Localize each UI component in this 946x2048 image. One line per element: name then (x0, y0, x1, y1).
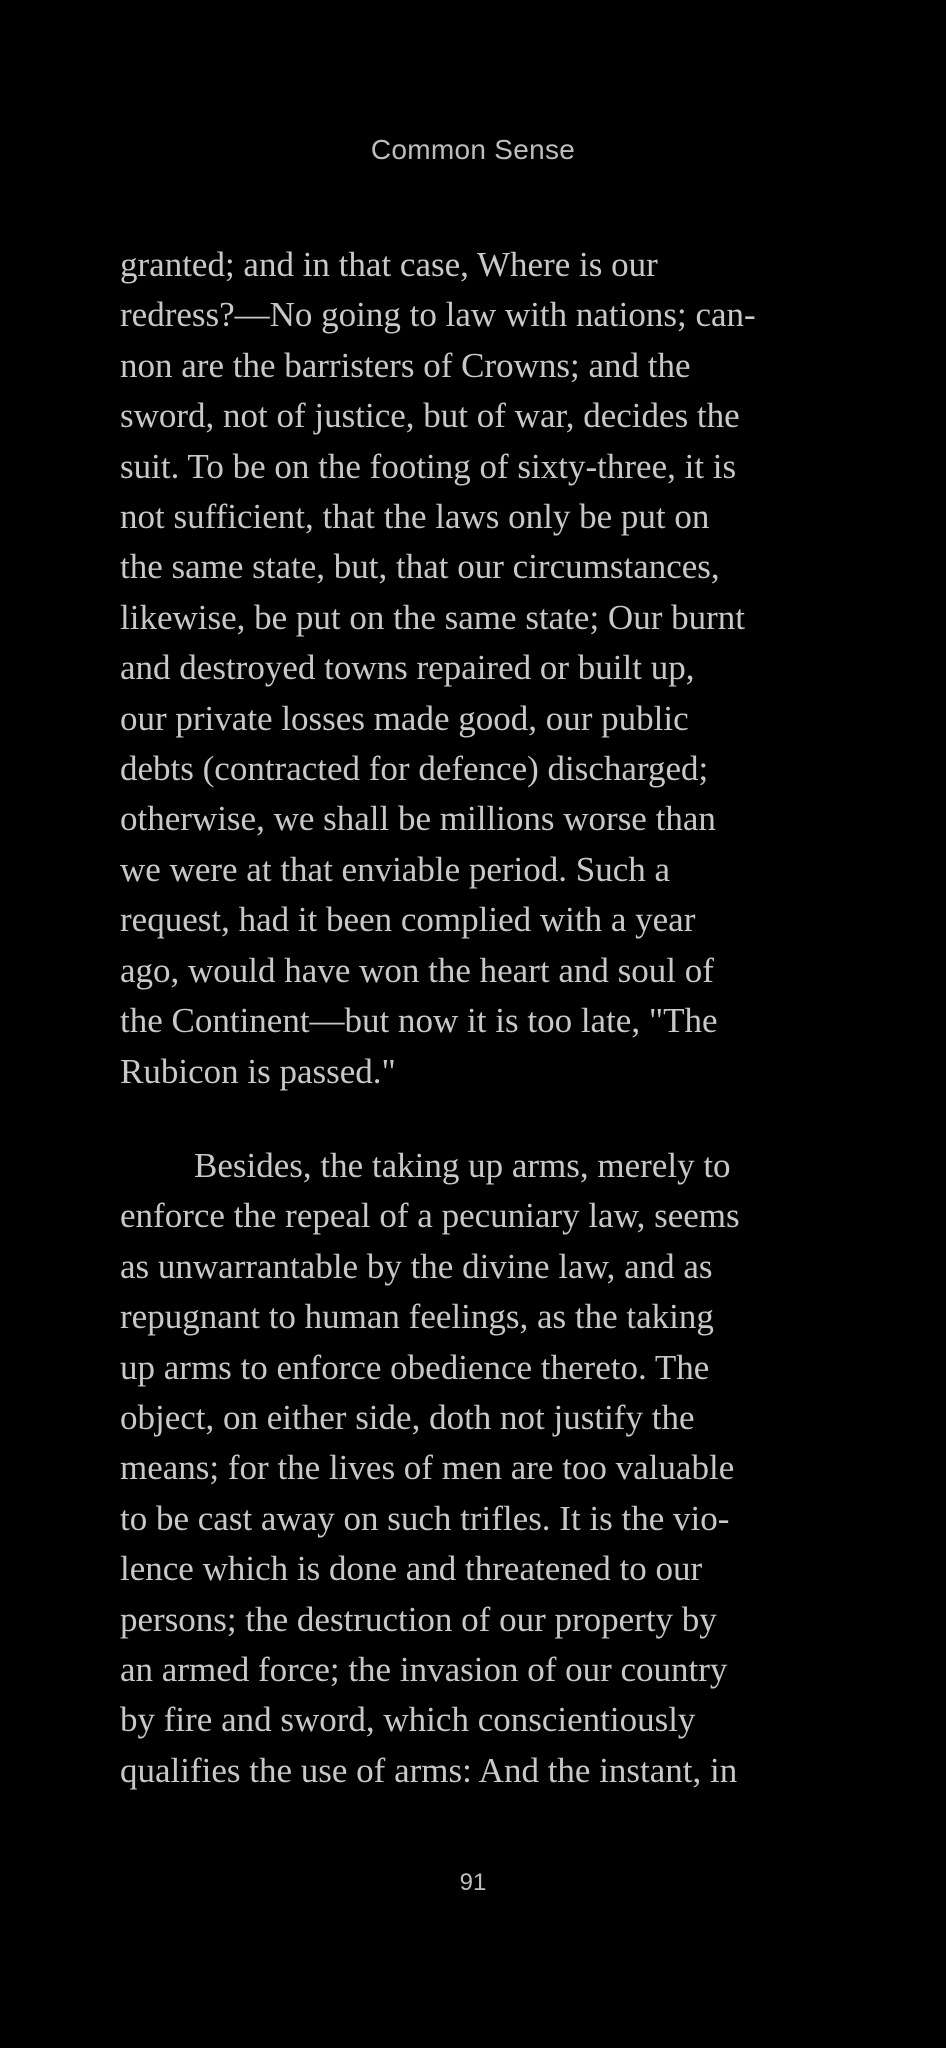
text-line: non are the barristers of Crowns; and the (120, 345, 691, 385)
text-line: to be cast away on such trifles. It is the vio- (120, 1498, 730, 1538)
page-text (120, 240, 860, 1796)
text-line: and destroyed towns repaired or built up, (120, 648, 695, 688)
text-line: means; for the lives of men are too valuable (120, 1448, 735, 1488)
text-line: by fire and sword, which conscientiously (120, 1700, 696, 1740)
paragraph-1 (120, 240, 860, 1097)
text-line: qualifies the use of arms: And the instant, in (120, 1750, 738, 1790)
text-line: as unwarrantable by the divine law, and as (120, 1246, 713, 1286)
text-line: not sufficient, that the laws only be put on (120, 497, 710, 537)
page-number: 91 (459, 1869, 487, 1896)
text-line: granted; and in that case, Where is our (120, 245, 658, 284)
book-title: Common Sense (370, 134, 576, 165)
text-line: sword, not of justice, but of war, decides the (120, 396, 740, 436)
text-line: persons; the destruction of our property by (120, 1599, 717, 1639)
text-line: request, had it been complied with a year (120, 900, 696, 940)
text-line: we were at that enviable period. Such a (120, 849, 671, 889)
text-line: debts (contracted for defence) discharged; (120, 749, 709, 789)
text-line: an armed force; the invasion of our country (120, 1649, 728, 1689)
text-line: Rubicon is passed." (120, 1051, 396, 1091)
paragraph-2 (120, 1141, 860, 1796)
text-line: up arms to enforce obedience thereto. The (120, 1347, 710, 1387)
text-line: Besides, the taking up arms, merely to (194, 1145, 731, 1185)
text-line: the Continent—but now it is too late, "The (120, 1001, 718, 1041)
text-line: suit. To be on the footing of sixty-three, it is (120, 446, 737, 486)
text-line: the same state, but, that our circumstances, (120, 547, 720, 587)
text-line: ago, would have won the heart and soul of (120, 950, 714, 990)
text-line: our private losses made good, our public (120, 698, 689, 738)
text-line: redress?—No going to law with nations; can- (120, 295, 756, 335)
text-line: likewise, be put on the same state; Our burnt (120, 597, 745, 637)
text-line: otherwise, we shall be millions worse than (120, 799, 716, 839)
text-line: repugnant to human feelings, as the taking (120, 1297, 714, 1337)
text-line: object, on either side, doth not justify the (120, 1397, 695, 1437)
text-line: lence which is done and threatened to our (120, 1549, 703, 1589)
text-line: enforce the repeal of a pecuniary law, seems (120, 1196, 740, 1236)
paragraph-gap (120, 1097, 860, 1141)
